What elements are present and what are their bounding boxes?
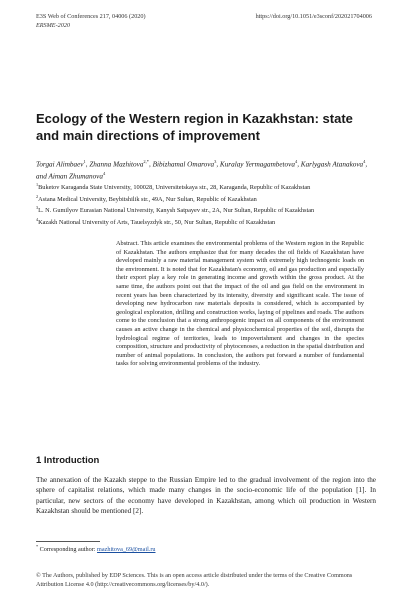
author-sup: 1 bbox=[83, 159, 86, 164]
section-heading: 1 Introduction bbox=[36, 455, 100, 466]
footnote-mark: * bbox=[36, 544, 39, 549]
abstract-label: Abstract. bbox=[116, 240, 139, 247]
author-sup: 4 bbox=[363, 159, 366, 164]
author-sup: 4 bbox=[102, 171, 106, 177]
doi-link[interactable]: https://doi.org/10.1051/e3sconf/202021704006 bbox=[255, 13, 372, 20]
affiliation-sup: 2 bbox=[36, 193, 39, 199]
journal-citation: E3S Web of Conferences 217, 04006 (2020) bbox=[36, 13, 146, 20]
author-sup: 2,* bbox=[143, 159, 150, 164]
abstract-text: This article examines the environmental problems of the Western region in the Republic of Kazakhstan. The authors emphasize that for many decades the oil fields of Kazakhstan have developed mainly a raw material management system with extremely high technogenic loads on the environment. It is noted that for Kazakhstan's economy, oil and gas production and especially their export play a key role in generating income and growth within the gross product. At the same time, the authors point out that the impact of the oil and gas field on the environment in recent years has been characterized by its intensity, diversity and significant scale. The issue of developing new hydrocarbon raw materials deposits is considered, which is accompanied by geological exploration, drilling and construction works, laying of pipelines and roads. The authors come to the conclusion that a strong anthropogenic impact on all components of the environment causes an active change in the chemical and physicochemical properties of the soil, disrupts the hydrological regime of territories, leads to impoverishment and changes in the species composition, structure and productivity of phytocenoses, a reduction in the spatial distribution and number of animal populations. In conclusion, the authors put forward a number of fundamental tasks for solving environmental problems of the industry. bbox=[116, 240, 364, 368]
affiliation-text: Kazakh National University of Arts, Tauelsyzdyk str., 50, Nur Sultan, Republic of Kazakhstan bbox=[38, 219, 276, 227]
author-name: Aiman Zhumanova bbox=[48, 172, 103, 181]
author-name: Torgai Alimbaev bbox=[36, 160, 84, 169]
author-sup: 4 bbox=[294, 159, 298, 164]
license-notice: © The Authors, published by EDP Sciences. This is an open access article distributed under the terms of the Creative Commons Attribution License 4.0 (http://creativecommons.org/licenses/by/4.0/). bbox=[36, 572, 353, 588]
affiliation-list bbox=[36, 181, 376, 228]
email-link[interactable]: mazhitova_69@mail.ru bbox=[97, 546, 156, 554]
author-name: Bibizhamal Omarova bbox=[152, 160, 215, 169]
affiliation-text: L. N. Gumilyov Eurasian National University, Kanysh Satpayev str., 2A, Nur Sultan, Republic of Kazakhstan bbox=[38, 207, 315, 215]
affiliation-sup: 3 bbox=[36, 205, 39, 211]
affiliation bbox=[36, 193, 376, 205]
paper-title: Ecology of the Western region in Kazakhstan: state and main directions of improvement bbox=[36, 111, 353, 143]
author-name: Kuralay Yermagambetova bbox=[219, 160, 295, 169]
author-list: Torgai Alimbaev$^1$, Zhanna Mazhitova$^{2,*}$, Bibizhamal Omarova$^3$, Kuralay Yermagambetova$^4$, Karlygash Atanakova$^4$, and Aiman Zhumanova$^4$ bbox=[36, 159, 368, 181]
affiliation-sup: 1 bbox=[36, 182, 39, 187]
affiliation bbox=[36, 181, 376, 193]
affiliation-text: Buketov Karaganda State University, 100028, Universitetskaya str., 28, Karaganda, Republic of Kazakhstan bbox=[38, 184, 311, 192]
footnote bbox=[36, 544, 156, 553]
author-name: Karlygash Atanakova bbox=[300, 160, 364, 169]
affiliation-sup: 4 bbox=[36, 217, 39, 223]
author-name: Zhanna Mazhitova bbox=[89, 160, 144, 169]
affiliation bbox=[36, 216, 376, 228]
footnote-label: Corresponding author: bbox=[39, 546, 96, 554]
affiliation-text: Astana Medical University, Beybitshilik str., 49A, Nur Sultan, Republic of Kazakhstan bbox=[38, 195, 257, 203]
affiliation bbox=[36, 204, 376, 216]
footnote-divider bbox=[36, 541, 100, 542]
section-body: The annexation of the Kazakh steppe to the Russian Empire led to the gradual involvement of the region into the sphere of capitalist relations, which made many changes in the socio-economic life of the population [1]. In particular, new sectors of the economy have developed in Kazakhstan, among which oil production in Western Kazakhstan should be mentioned [2]. bbox=[36, 476, 376, 515]
conference-name: ERSME-2020 bbox=[36, 22, 71, 29]
abstract bbox=[116, 240, 364, 369]
author-sup: 3 bbox=[214, 159, 217, 164]
